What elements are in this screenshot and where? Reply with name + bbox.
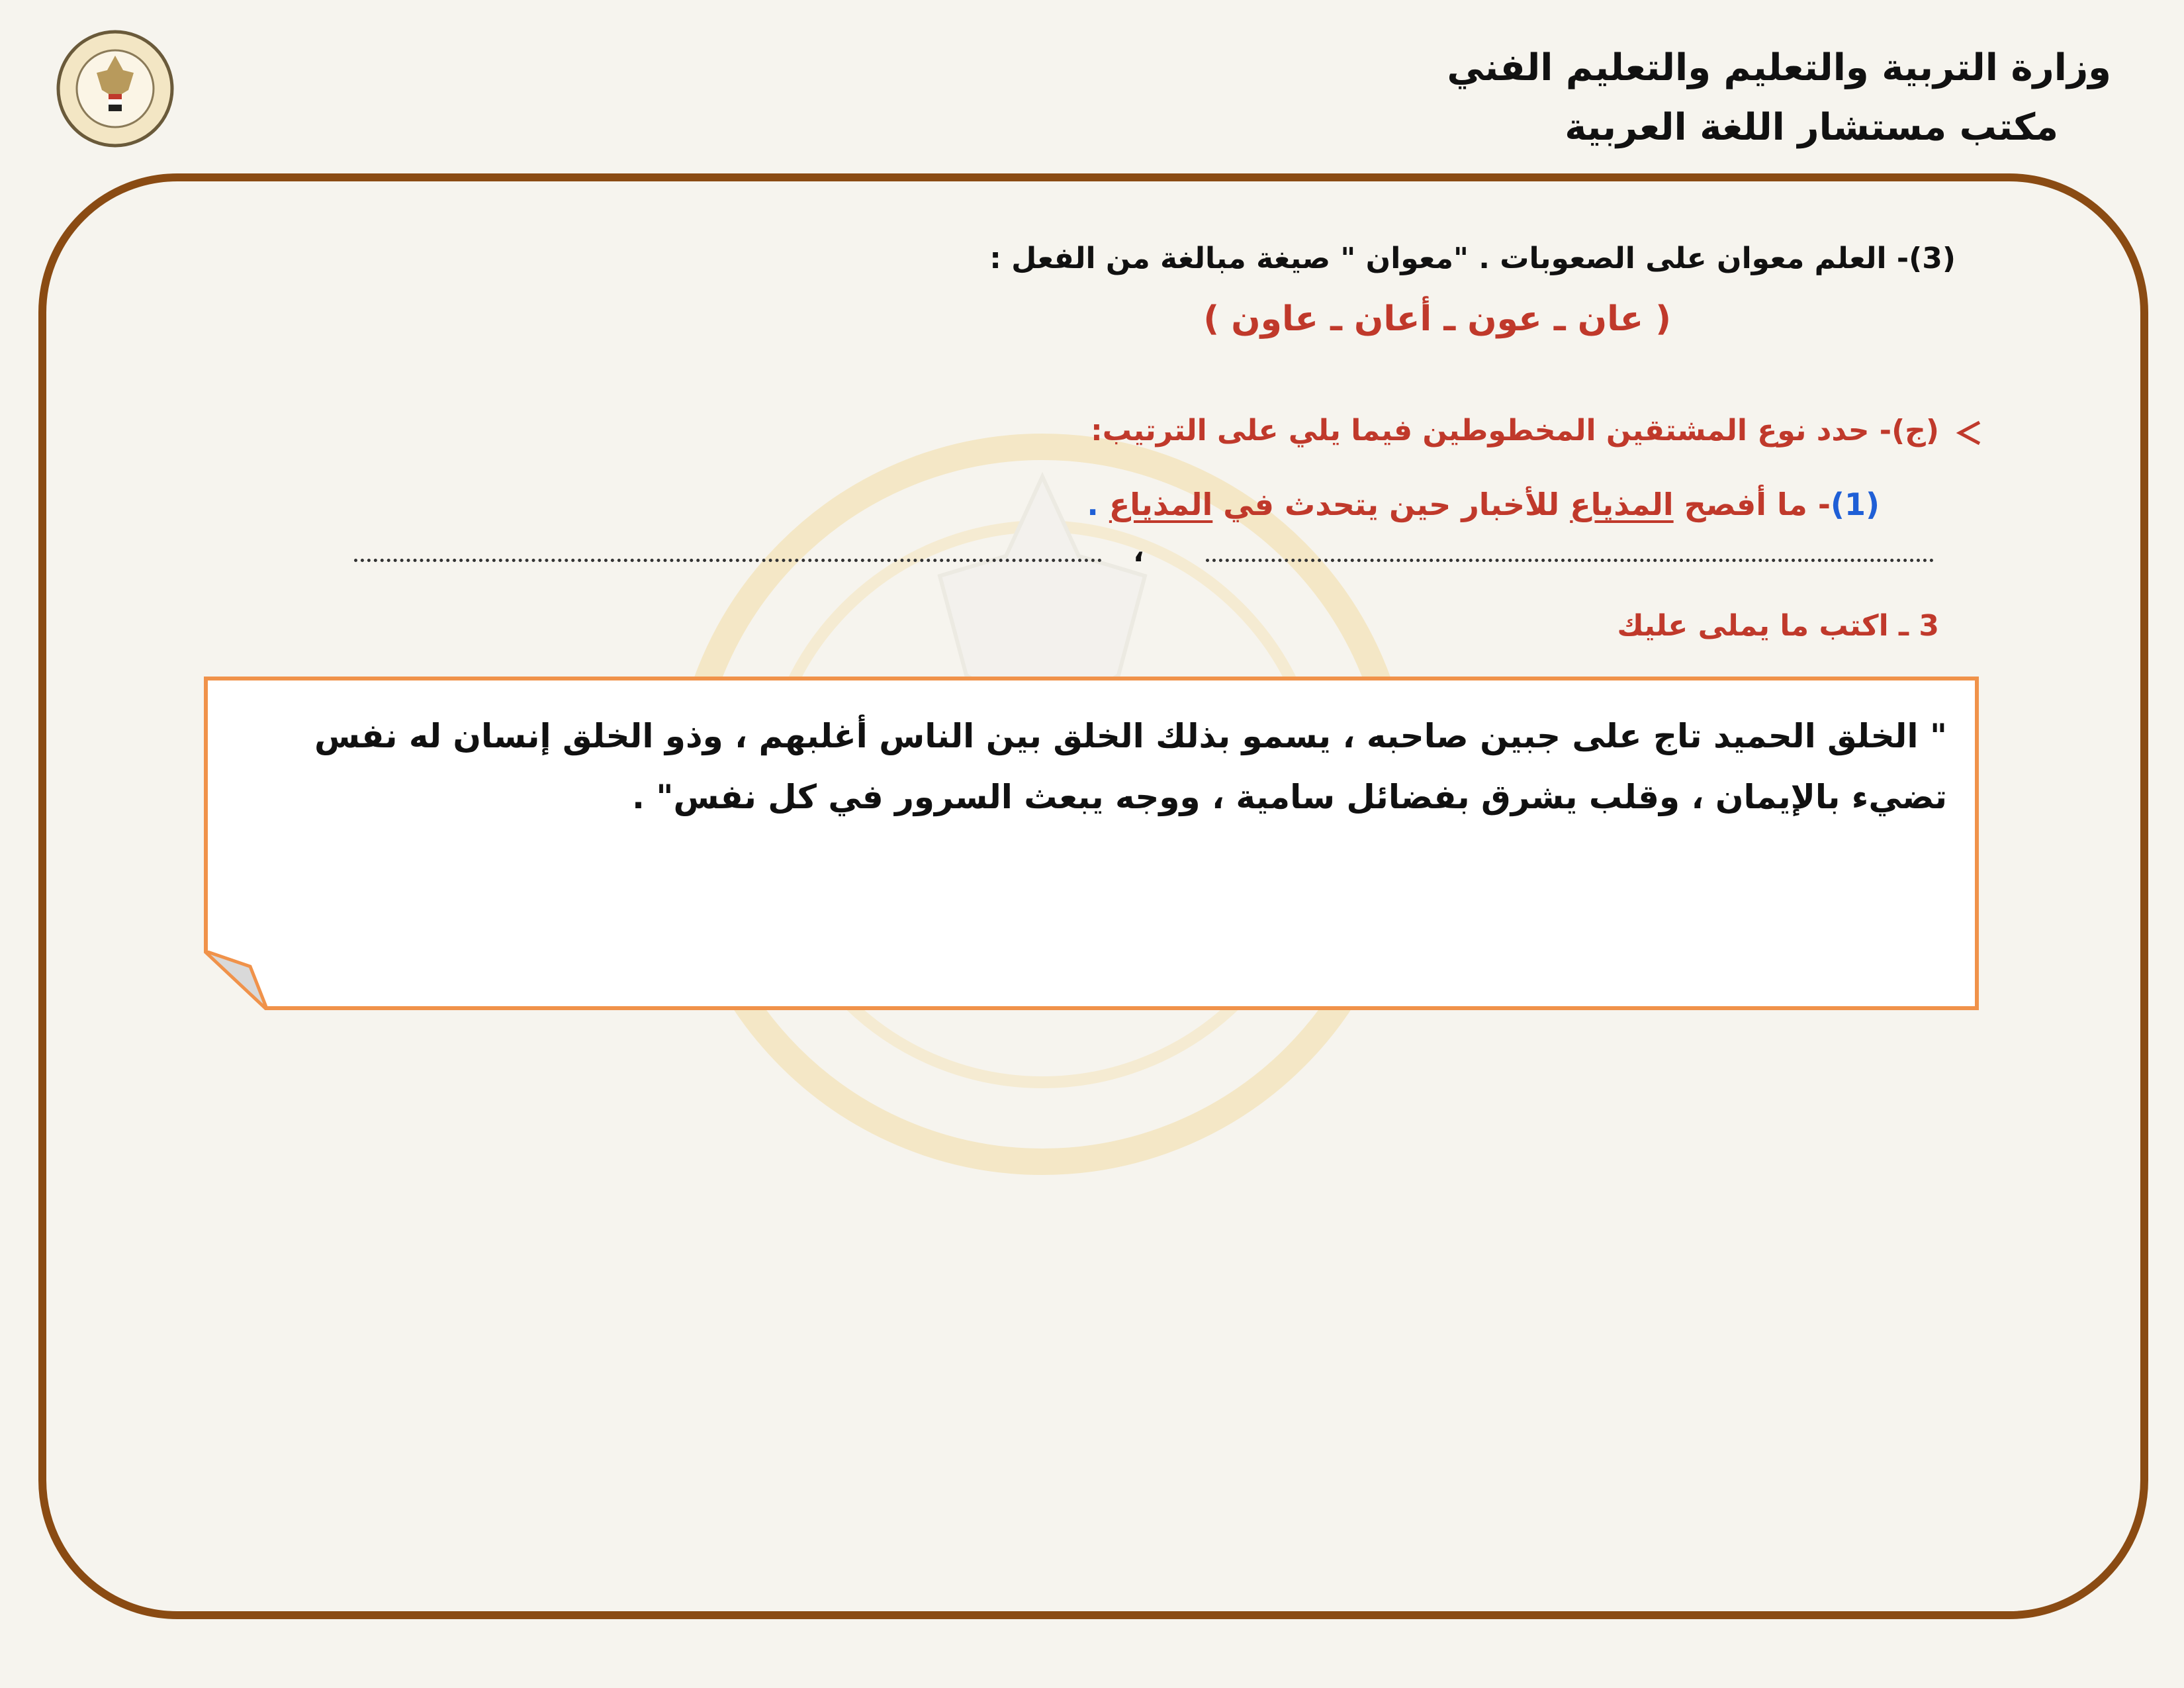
item-1-number: (1): [1830, 487, 1880, 522]
answer-separator: ،: [1133, 535, 1144, 569]
section-j-label: (ج): [1891, 414, 1939, 447]
item-1-end: .: [1087, 487, 1109, 522]
section-j-text: - حدد نوع المشتقين المخطوطين فيما يلي على الترتيب:: [1091, 414, 1892, 447]
dictation-text: " الخلق الحميد تاج على جبين صاحبه ، يسمو بذلك الخلق بين الناس أغلبهم ، وذو الخلق إنسان له نفس تضيء بالإيمان ، وقلب يشرق بفضائل سامية ، ووجه يبعث السرور في كل نفس" .: [314, 717, 1947, 816]
underlined-word-1: المذياع: [1570, 487, 1674, 522]
question-3-choices: ( عان ـ عون ـ أعان ـ عاون ): [1203, 299, 1671, 339]
question-3-number: (3): [1909, 242, 1956, 275]
answer-line-2: [354, 555, 1102, 562]
dictation-title: 3 ـ اكتب ما يملى عليك: [1617, 609, 1939, 643]
answer-line-1: [1206, 555, 1934, 562]
section-j: [1091, 414, 1939, 447]
item-1-part-a: - ما أفصح: [1673, 487, 1831, 522]
dictation-box: [204, 677, 1979, 1010]
office-title: مكتب مستشار اللغة العربية: [1565, 106, 2058, 149]
ministry-title: وزارة التربية والتعليم والتعليم الفني: [1447, 46, 2111, 89]
ministry-seal-icon: [56, 29, 175, 148]
underlined-word-2: المذياع: [1109, 487, 1213, 522]
item-1: [1087, 487, 1880, 522]
page-fold-icon: [204, 951, 267, 1010]
arrow-left-icon: [1956, 418, 1982, 447]
question-3-text: - العلم معوان على الصعوبات . "معوان " صيغة مبالغة من الفعل :: [989, 242, 1909, 275]
item-1-part-b: للأخبار حين يتحدث في: [1212, 487, 1570, 522]
question-3: [989, 242, 1956, 275]
